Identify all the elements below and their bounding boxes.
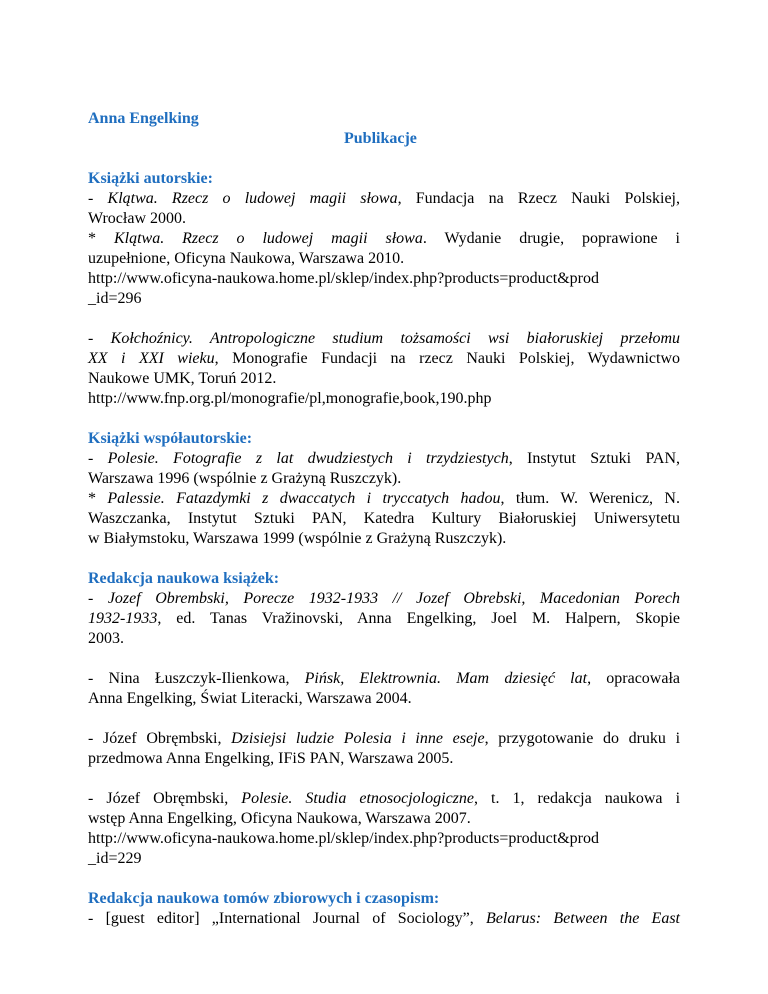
entry-line: - Józef Obręmbski, Polesie. Studia etnosocjologiczne, t. 1, redakcja naukowa i	[88, 790, 681, 807]
entry-line: * Klątwa. Rzecz o ludowej magii słowa. Wydanie drugie, poprawione i	[88, 230, 680, 247]
entry-line: w Białymstoku, Warszawa 1999 (wspólnie z Grażyną Ruszczyk).	[88, 530, 507, 547]
entry-line: - Polesie. Fotografie z lat dwudziestych i trzydziestych, Instytut Sztuki PAN,	[88, 450, 680, 467]
entry-line: * Palessie. Fatazdymki z dwaccatych i tryccatych hadou, tłum. W. Werenicz, N.	[88, 490, 680, 507]
entry-line: 2003.	[88, 630, 124, 647]
section-heading-edited-volumes: Redakcja naukowa tomów zbiorowych i czasopism:	[88, 890, 440, 907]
entry-line: - Jozef Obrembski, Porecze 1932-1933 // Jozef Obrebski, Macedonian Porech	[88, 590, 680, 607]
section-heading-authored-books: Książki autorskie:	[88, 170, 213, 187]
entry-line: - Nina Łuszczyk-Ilienkowa, Pińsk, Elektrownia. Mam dziesięć lat, opracowała	[88, 670, 680, 687]
entry-line: wstęp Anna Engelking, Oficyna Naukowa, Warszawa 2007.	[88, 810, 471, 827]
entry-url[interactable]: http://www.oficyna-naukowa.home.pl/sklep/index.php?products=product&prod	[88, 830, 599, 847]
entry-line: - Kołchoźnicy. Antropologiczne studium tożsamości wsi białoruskiej przełomu	[88, 330, 681, 347]
entry-url[interactable]: http://www.fnp.org.pl/monografie/pl,monografie,book,190.php	[88, 390, 492, 407]
entry-line: przedmowa Anna Engelking, IFiS PAN, Warszawa 2005.	[88, 750, 454, 767]
entry-line: Warszawa 1996 (wspólnie z Grażyną Ruszczyk).	[88, 470, 402, 487]
entry-line: uzupełnione, Oficyna Naukowa, Warszawa 2010.	[88, 250, 405, 267]
section-heading-edited-books: Redakcja naukowa książek:	[88, 570, 280, 587]
entry-url[interactable]: http://www.oficyna-naukowa.home.pl/sklep/index.php?products=product&prod	[88, 270, 599, 287]
entry-line: - [guest editor] „International Journal of Sociology”, Belarus: Between the East	[88, 910, 680, 927]
entry-line: 1932-1933, ed. Tanas Vražinovski, Anna Engelking, Joel M. Halpern, Skopie	[88, 610, 680, 627]
entry-line: - Józef Obręmbski, Dzisiejsi ludzie Polesia i inne eseje, przygotowanie do druku i	[88, 730, 681, 747]
entry-line: Wrocław 2000.	[88, 210, 186, 227]
page-title: Publikacje	[344, 130, 417, 147]
entry-line: Waszczanka, Instytut Sztuki PAN, Katedra Kultury Białoruskiej Uniwersytetu	[88, 510, 680, 527]
entry-line: Anna Engelking, Świat Literacki, Warszawa 2004.	[88, 690, 412, 707]
author-name: Anna Engelking	[88, 110, 199, 127]
entry-line: - Klątwa. Rzecz o ludowej magii słowa, Fundacja na Rzecz Nauki Polskiej,	[88, 190, 681, 207]
entry-url[interactable]: _id=296	[88, 290, 142, 307]
document-page	[88, 109, 680, 929]
entry-line: XX i XXI wieku, Monografie Fundacji na rzecz Nauki Polskiej, Wydawnictwo	[88, 350, 681, 367]
section-heading-coauthored-books: Książki współautorskie:	[88, 430, 253, 447]
entry-line: Naukowe UMK, Toruń 2012.	[88, 370, 277, 387]
entry-url[interactable]: _id=229	[88, 850, 142, 867]
